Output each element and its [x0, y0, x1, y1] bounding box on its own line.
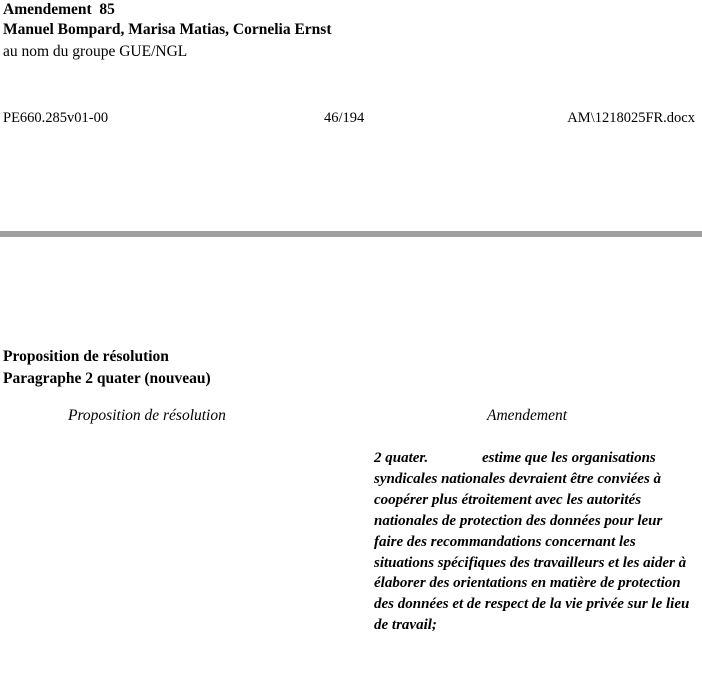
- column-header-proposal: Proposition de résolution: [68, 407, 226, 424]
- document-filename: AM\1218025FR.docx: [567, 110, 695, 126]
- page-divider: [0, 231, 702, 237]
- amendment-authors: Manuel Bompard, Marisa Matias, Cornelia Ernst: [3, 21, 332, 38]
- paragraph-reference: Paragraphe 2 quater (nouveau): [3, 370, 211, 387]
- amendment-body: estime que les organisations syndicales nationales devraient être conviées à coopérer plus étroitement avec les autorités nationales de protection des données pour leur faire des recommandations concernant les situations spécifiques des travailleurs et les aider à élaborer des orientations en matière de protection des données et de respect de la vie privée sur le lieu de travail;: [374, 450, 690, 634]
- political-group: au nom du groupe GUE/NGL: [3, 43, 188, 60]
- section-label: Proposition de résolution: [3, 348, 169, 365]
- page-footer: [3, 108, 695, 128]
- amendment-text: [374, 448, 692, 636]
- document-reference: PE660.285v01-00: [3, 110, 109, 126]
- page-number: 46/194: [324, 110, 365, 126]
- column-header-amendment: Amendement: [487, 407, 568, 424]
- paragraph-number: 2 quater.: [374, 450, 429, 466]
- amendment-title: Amendement 85: [3, 1, 115, 18]
